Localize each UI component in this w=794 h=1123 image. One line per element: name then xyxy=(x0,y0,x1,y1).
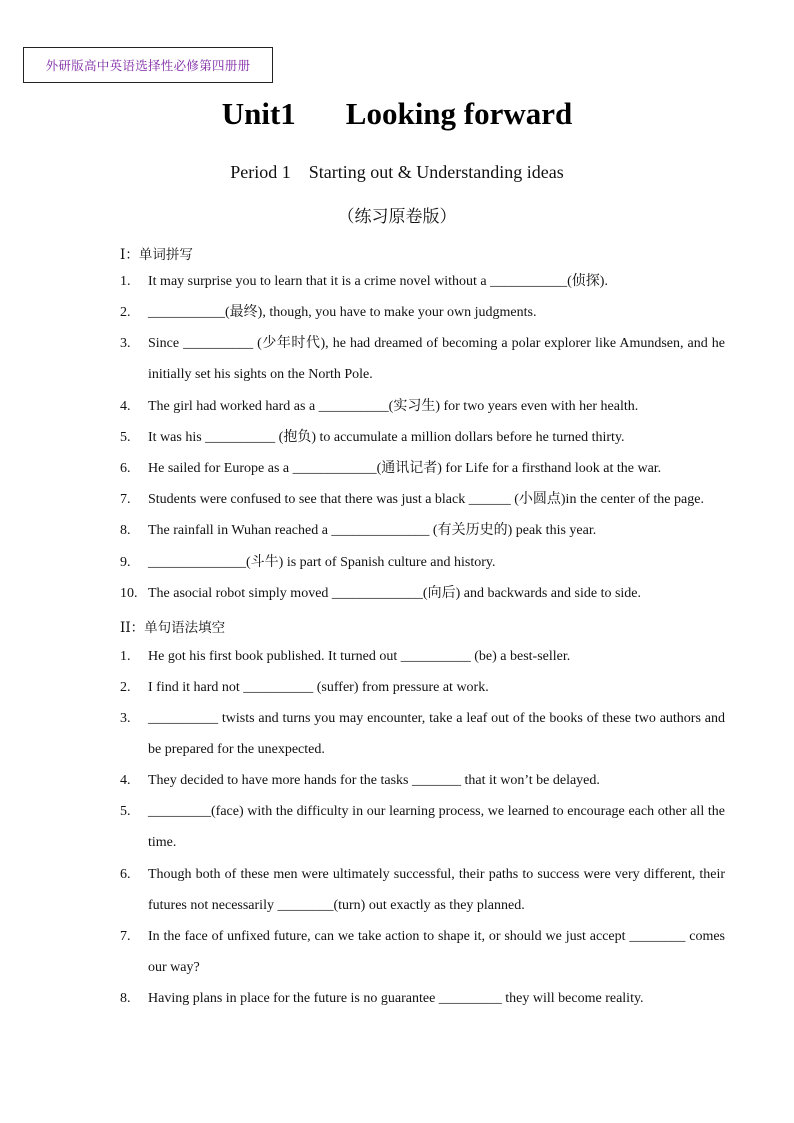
item-text: The asocial robot simply moved _____________(向后) and backwards and side to side. xyxy=(148,586,642,601)
item-number: 5. xyxy=(120,430,131,445)
item-number: 9. xyxy=(120,555,131,570)
section-heading-spelling: I：单词拼写 xyxy=(120,247,193,263)
list-item xyxy=(120,391,725,422)
item-text: Since __________ (少年时代), he had dreamed of becoming a polar explorer like Amundsen, and he initially set his sights on the North Pole. xyxy=(148,336,725,382)
item-number: 8. xyxy=(120,991,131,1006)
list-item xyxy=(120,983,725,1014)
item-text: Students were confused to see that there was just a black ______ (小圆点)in the center of the page. xyxy=(148,492,704,507)
unit-label: Unit1 xyxy=(221,96,296,131)
item-number: 10. xyxy=(120,586,138,601)
item-number: 2. xyxy=(120,680,131,695)
list-item xyxy=(120,859,725,921)
list-item xyxy=(120,672,725,703)
period-label: Period 1 xyxy=(230,162,291,182)
list-item xyxy=(120,578,725,609)
page-title xyxy=(0,96,794,132)
item-text: The girl had worked hard as a __________(实习生) for two years even with her health. xyxy=(148,399,639,414)
list-item xyxy=(120,453,725,484)
item-text: I find it hard not __________ (suffer) from pressure at work. xyxy=(148,680,489,695)
item-text: Though both of these men were ultimately successful, their paths to success were very different, their futures not necessarily ________(turn) out exactly as they planned. xyxy=(148,867,725,913)
item-text: ______________(斗牛) is part of Spanish culture and history. xyxy=(148,555,496,570)
list-item xyxy=(120,515,725,546)
item-text: ___________(最终), though, you have to make your own judgments. xyxy=(148,305,537,320)
list-item xyxy=(120,921,725,983)
item-number: 7. xyxy=(120,929,131,944)
item-number: 3. xyxy=(120,336,131,351)
item-text: The rainfall in Wuhan reached a ______________ (有关历史的) peak this year. xyxy=(148,523,597,538)
list-item xyxy=(120,422,725,453)
item-number: 4. xyxy=(120,399,131,414)
item-text: They decided to have more hands for the tasks _______ that it won’t be delayed. xyxy=(148,773,600,788)
item-text: _________(face) with the difficulty in our learning process, we learned to encourage each other all the time. xyxy=(148,804,725,850)
item-text: Having plans in place for the future is no guarantee _________ they will become reality. xyxy=(148,991,644,1006)
list-item xyxy=(120,547,725,578)
item-number: 3. xyxy=(120,711,131,726)
list-item xyxy=(120,796,725,858)
item-number: 2. xyxy=(120,305,131,320)
item-number: 1. xyxy=(120,274,131,289)
unit-name: Looking forward xyxy=(345,96,573,131)
list-item xyxy=(120,328,725,390)
list-item xyxy=(120,641,725,672)
page-subtitle xyxy=(0,162,794,183)
list-item xyxy=(120,703,725,765)
version-label: （练习原卷版） xyxy=(337,207,457,227)
list-item xyxy=(120,297,725,328)
list-item xyxy=(120,266,725,297)
textbook-badge: 外研版高中英语选择性必修第四册册 xyxy=(23,47,273,83)
item-text: He got his first book published. It turned out __________ (be) a best-seller. xyxy=(148,649,571,664)
list-item xyxy=(120,484,725,515)
list-item xyxy=(120,765,725,796)
item-number: 1. xyxy=(120,649,131,664)
item-number: 6. xyxy=(120,867,131,882)
item-text: He sailed for Europe as a ____________(通讯记者) for Life for a firsthand look at the war. xyxy=(148,461,662,476)
item-number: 4. xyxy=(120,773,131,788)
period-topic: Starting out & Understanding ideas xyxy=(308,162,564,182)
item-text: __________ twists and turns you may encounter, take a leaf out of the books of these two authors and be prepared for the unexpected. xyxy=(148,711,725,757)
item-number: 5. xyxy=(120,804,131,819)
item-number: 7. xyxy=(120,492,131,507)
item-number: 8. xyxy=(120,523,131,538)
section-heading-grammar: II：单句语法填空 xyxy=(120,620,226,636)
item-text: It was his __________ (抱负) to accumulate a million dollars before he turned thirty. xyxy=(148,430,625,445)
item-text: It may surprise you to learn that it is a crime novel without a ___________(侦探). xyxy=(148,274,608,289)
item-text: In the face of unfixed future, can we take action to shape it, or should we just accept ________ comes our way? xyxy=(148,929,725,975)
item-number: 6. xyxy=(120,461,131,476)
